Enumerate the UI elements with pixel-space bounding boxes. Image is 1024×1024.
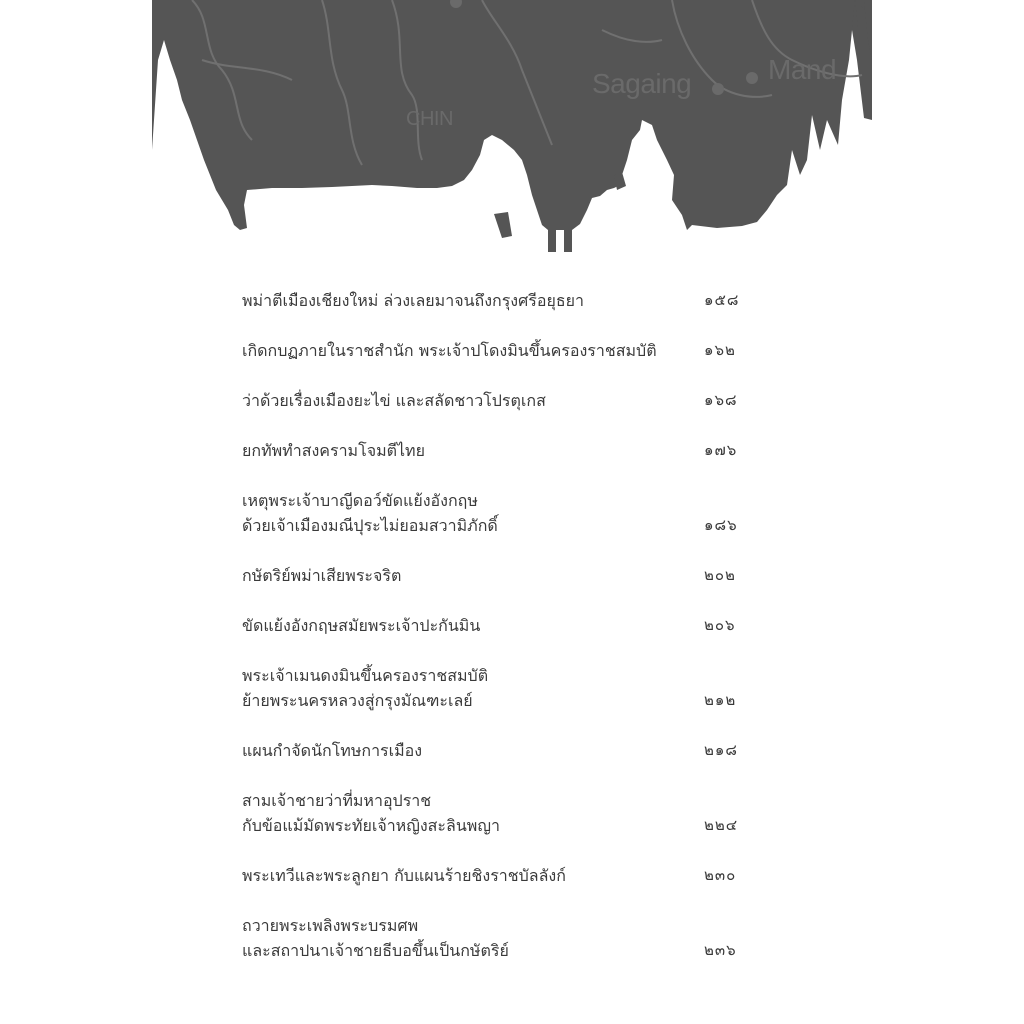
toc-entry-title-line-2: และสถาปนาเจ้าชายธีบอขึ้นเป็นกษัตริย์ [242,941,509,960]
toc-entry-page: ๒๑๒ [704,691,737,709]
toc-entry [242,913,762,963]
map-label-mand: Mand [768,54,837,85]
toc-entry [242,388,762,413]
toc-entry-page: ๒๓๖ [704,941,737,959]
toc-entry-title-line-2: ย้ายพระนครหลวงสู่กรุงมัณฑะเลย์ [242,691,473,710]
toc-entry-title-line-2: ด้วยเจ้าเมืองมณีปุระไม่ยอมสวามิภักดิ์ [242,516,498,535]
toc-entry-title-line-1: สามเจ้าชายว่าที่มหาอุปราช [242,791,432,810]
toc-entry-title: ยกทัพทำสงครามโจมตีไทย [242,441,425,460]
toc-entry [242,288,762,313]
toc-entry [242,338,762,363]
toc-entry-page: ๒๐๖ [704,616,736,634]
toc-entry-page: ๑๖๘ [704,391,738,409]
toc-entry-page: ๒๐๒ [704,566,736,584]
map-label-chin: CHIN [406,108,453,130]
toc-entry-title: พม่าตีเมืองเชียงใหม่ ล่วงเลยมาจนถึงกรุงศรีอยุธยา [242,291,584,310]
table-of-contents [242,288,762,988]
header-silhouette-illustration [152,0,872,260]
toc-entry [242,738,762,763]
toc-entry-title-line-2: กับข้อแม้มัดพระทัยเจ้าหญิงสะลินพญา [242,816,500,835]
silhouette-shape [152,0,872,252]
mand-dot [746,72,758,84]
toc-entry-title-line-1: พระเจ้าเมนดงมินขึ้นครองราชสมบัติ [242,666,489,685]
toc-entry-page: ๒๓๐ [704,866,737,884]
toc-entry-title: ขัดแย้งอังกฤษสมัยพระเจ้าปะกันมิน [242,616,481,635]
toc-entry-title: ว่าด้วยเรื่องเมืองยะไข่ และสลัดชาวโปรตุเกส [242,391,546,410]
toc-entry [242,613,762,638]
toc-entry-title: กษัตริย์พม่าเสียพระจริต [242,566,402,585]
toc-entry-title: แผนกำจัดนักโทษการเมือง [242,741,423,760]
toc-entry [242,563,762,588]
toc-entry [242,788,762,838]
map-label-sagaing: Sagaing [592,68,692,99]
toc-entry [242,438,762,463]
toc-entry-title: พระเทวีและพระลูกยา กับแผนร้ายชิงราชบัลลังก์ [242,866,566,885]
toc-entry-title-line-1: ถวายพระเพลิงพระบรมศพ [242,916,419,935]
toc-entry-page: ๑๗๖ [704,441,738,459]
toc-entry-title-line-1: เหตุพระเจ้าบาญีดอว์ขัดแย้งอังกฤษ [242,491,478,510]
toc-entry-page: ๒๒๔ [704,816,739,834]
toc-entry-page: ๒๑๘ [704,741,738,759]
toc-entry [242,488,762,538]
toc-entry-page: ๑๖๒ [704,341,736,359]
sagaing-dot [712,83,724,95]
toc-entry-page: ๑๘๖ [704,516,738,534]
toc-entry [242,663,762,713]
toc-entry-page: ๑๕๘ [704,291,740,309]
toc-entry-title: เกิดกบฏภายในราชสำนัก พระเจ้าปโดงมินขึ้นครองราชสมบัติ [242,341,657,360]
toc-entry [242,863,762,888]
